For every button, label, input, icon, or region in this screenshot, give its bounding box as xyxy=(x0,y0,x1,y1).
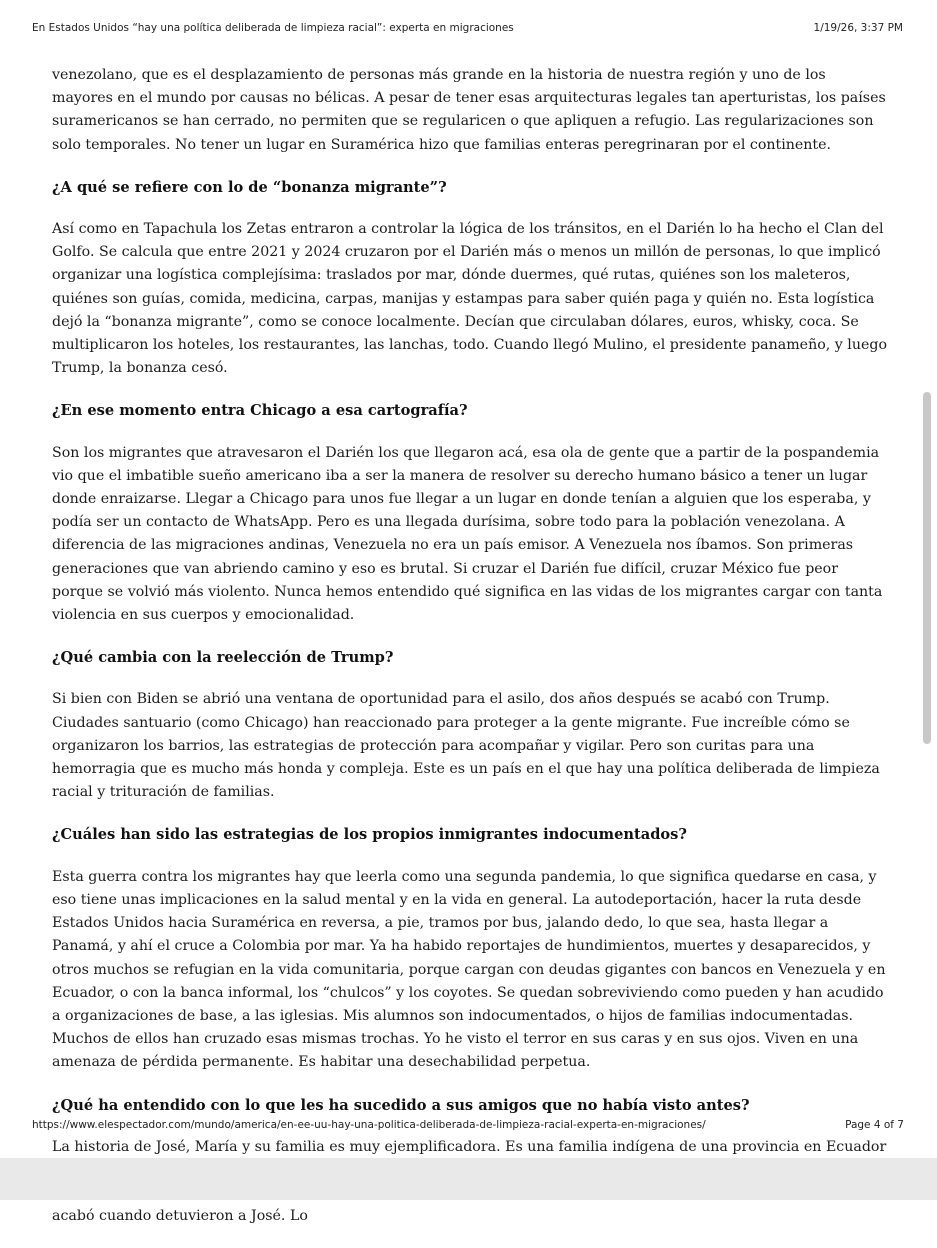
interview-question: ¿Cuáles han sido las estrategias de los propios inmigrantes indocumentados? xyxy=(52,826,687,844)
article-paragraph: Así como en Tapachula los Zetas entraron a controlar la lógica de los tránsitos, en el Darién lo ha hecho el Clan del Golfo. Se calcula que entre 2021 y 2024 cruzaron por el Darién más o menos un millón de personas, lo que implicó organizar una logística complejísima: traslados por mar, dónde duermes, qué rutas, quiénes son los maleteros, quiénes son guías, comida, medicina, carpas, manijas y estampas para saber quién paga y quién no. Esta logística dejó la “bonanza migrante”, como se conoce localmente. Decían que circulaban dólares, euros, whisky, coca. Se multiplicaron los hoteles, los restaurantes, las lanchas, todo. Cuando llegó Mulino, el presidente panameño, y luego Trump, la bonanza cesó. xyxy=(52,221,887,377)
interview-question: ¿Qué cambia con la reelección de Trump? xyxy=(52,649,394,667)
article-paragraph: Si bien con Biden se abrió una ventana de oportunidad para el asilo, dos años después se acabó con Trump. Ciudades santuario (como Chicago) han reaccionado para proteger a la gente migrante. Fue increíble cómo se organizaron los barrios, las estrategias de protección para acompañar y vigilar. Pero son curitas para una hemorragia que es mucho más honda y compleja. Este es un país en el que hay una política deliberada de limpieza racial y trituración de familias. xyxy=(52,691,880,801)
print-header xyxy=(0,22,937,40)
page-title: En Estados Unidos “hay una política deliberada de limpieza racial”: experta en migraciones xyxy=(32,22,514,34)
interview-question: ¿En ese momento entra Chicago a esa cartografía? xyxy=(52,402,468,420)
page-number: Page 4 of 7 xyxy=(845,1119,904,1131)
article-paragraph: venezolano, que es el desplazamiento de personas más grande en la historia de nuestra región y uno de los mayores en el mundo por causas no bélicas. A pesar de tener esas arquitecturas legales tan aperturistas, los países suramericanos se han cerrado, no permiten que se regularicen o que apliquen a refugio. Las regularizaciones son solo temporales. No tener un lugar en Suramérica hizo que familias enteras peregrinaran por el continente. xyxy=(52,67,886,153)
scrollbar-thumb[interactable] xyxy=(923,392,931,744)
page-url: https://www.elespectador.com/mundo/america/en-ee-uu-hay-una-politica-deliberada-de-limpieza-racial-experta-en-migraciones/ xyxy=(32,1119,706,1131)
print-footer xyxy=(0,1119,937,1137)
article-paragraph: Esta guerra contra los migrantes hay que leerla como una segunda pandemia, lo que significa quedarse en casa, y eso tiene unas implicaciones en la salud mental y en la vida en general. La autodeportación, hacer la ruta desde Estados Unidos hacia Suramérica en reversa, a pie, tramos por bus, jalando dedo, lo que sea, hasta llegar a Panamá, y ahí el cruce a Colombia por mar. Ya ha habido reportajes de hundimientos, muertes y desaparecidos, y otros muchos se refugian en la vida comunitaria, porque cargan con deudas gigantes con bancos en Venezuela y en Ecuador, o con la banca informal, los “chulcos” y los coyotes. Se quedan sobreviviendo como pueden y han acudido a organizaciones de base, a las iglesias. Mis alumnos son indocumentados, o hijos de familias indocumentadas. Muchos de ellos han cruzado esas mismas trochas. Yo he visto el terror en sus caras y en sus ojos. Viven en una amenaza de pérdida permanente. Es habitar una desechabilidad perpetua. xyxy=(52,868,886,1071)
interview-question: ¿Qué ha entendido con lo que les ha sucedido a sus amigos que no había visto antes? xyxy=(52,1096,750,1114)
article-paragraph: Son los migrantes que atravesaron el Darién los que llegaron acá, esa ola de gente que a partir de la pospandemia vio que el imbatible sueño americano iba a ser la manera de resolver su derecho humano básico a tener un lugar donde enraizarse. Llegar a Chicago para unos fue llegar a un lugar en donde tenían a alguien que los esperaba, y podía ser un contacto de WhatsApp. Pero es una llegada durísima, sobre todo para la población venezolana. A diferencia de las migraciones andinas, Venezuela no era un país emisor. A Venezuela nos íbamos. Son primeras generaciones que van abriendo camino y eso es brutal. Si cruzar el Darién fue difícil, cruzar México fue peor porque se volvió más violento. Nunca hemos entendido qué significa en las vidas de los migrantes cargar con tanta violencia en sus cuerpos y emocionalidad. xyxy=(52,444,883,624)
article-body xyxy=(52,64,888,1248)
interview-question: ¿A qué se refiere con lo de “bonanza migrante”? xyxy=(52,178,447,196)
page-gap xyxy=(0,1158,937,1200)
print-datetime: 1/19/26, 3:37 PM xyxy=(813,22,903,34)
article-paragraph: La historia de José, María y su familia es muy ejemplificadora. Es una familia indígena de una provincia en Ecuador acabó cuando detuvieron a José. Lo xyxy=(52,1138,887,1225)
